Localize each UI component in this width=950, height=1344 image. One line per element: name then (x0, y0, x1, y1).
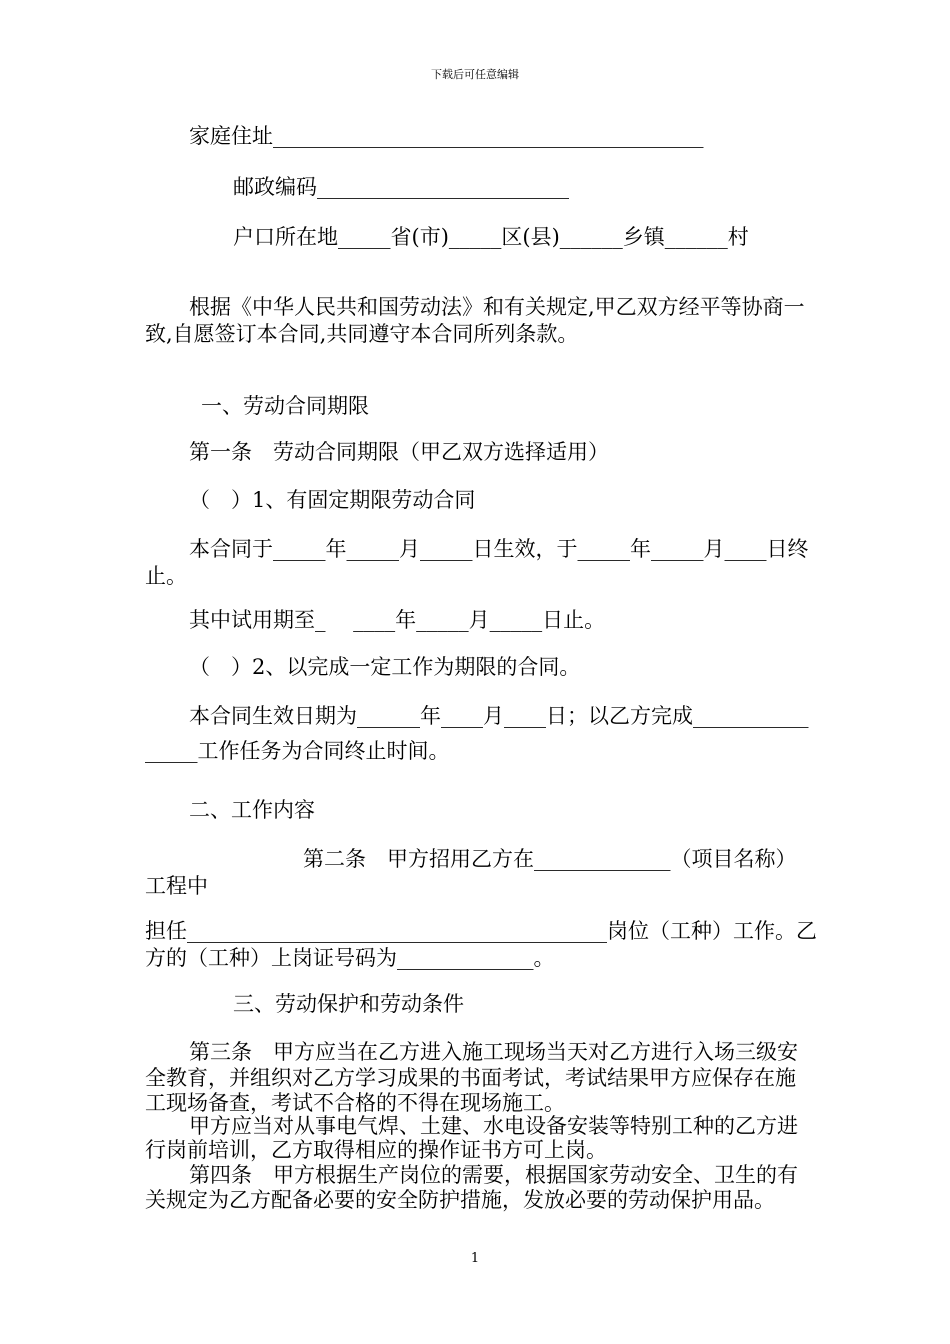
home-address-line: 家庭住址_________________________________________ (189, 124, 704, 148)
postal-code-line: 邮政编码________________________ (233, 175, 569, 199)
article-3-line-1: 第三条 甲方应当在乙方进入施工现场当天对乙方进行入场三级安 (189, 1040, 798, 1064)
section-3-heading: 三、劳动保护和劳动条件 (233, 992, 464, 1016)
preamble-line-2: 致,自愿签订本合同,共同遵守本合同所列条款。 (145, 322, 579, 346)
article-2-line-3: 担任________________________________________岗位（工种）工作。乙 (145, 919, 817, 943)
hukou-line: 户口所在地_____省(市)_____区(县)______乡镇______村 (233, 225, 749, 249)
article-2-line-2: 工程中 (145, 874, 208, 898)
option-1-fixed-term: （ ）1、有固定期限劳动合同 (189, 488, 476, 512)
section-2-heading: 二、工作内容 (189, 798, 315, 822)
option-2-task-term: （ ）2、以完成一定工作为期限的合同。 (189, 655, 581, 679)
article-1-title: 第一条 劳动合同期限（甲乙双方选择适用） (189, 440, 609, 464)
article-2-line-1: 第二条 甲方招用乙方在_____________（项目名称） (303, 847, 797, 871)
article-3-line-3: 工现场备查，考试不合格的不得在现场施工。 (145, 1091, 565, 1115)
article-4-line-1: 第四条 甲方根据生产岗位的需要，根据国家劳动安全、卫生的有 (189, 1163, 798, 1187)
option-2-body-line-1: 本合同生效日期为______年____月____日；以乙方完成___________ (189, 704, 809, 728)
training-line-2: 行岗前培训，乙方取得相应的操作证书方可上岗。 (145, 1138, 607, 1162)
option-1-body-line-1: 本合同于_____年_____月_____日生效，于_____年_____月____日终 (189, 537, 809, 561)
probation-line: 其中试用期至_ ____年_____月_____日止。 (189, 608, 606, 632)
section-1-heading: 一、劳动合同期限 (201, 394, 369, 418)
article-2-line-4: 方的（工种）上岗证号码为_____________。 (145, 946, 555, 970)
article-3-line-2: 全教育，并组织对乙方学习成果的书面考试，考试结果甲方应保存在施 (145, 1066, 796, 1090)
header-note: 下载后可任意编辑 (431, 68, 519, 81)
option-2-body-line-2: _____工作任务为合同终止时间。 (145, 739, 450, 763)
article-4-line-2: 关规定为乙方配备必要的安全防护措施，发放必要的劳动保护用品。 (145, 1188, 775, 1212)
training-line-1: 甲方应当对从事电气焊、土建、水电设备安装等特别工种的乙方进 (189, 1114, 798, 1138)
option-1-body-line-2: 止。 (145, 564, 187, 588)
page-number: 1 (470, 1251, 480, 1266)
preamble-line-1: 根据《中华人民共和国劳动法》和有关规定,甲乙双方经平等协商一 (189, 295, 805, 319)
